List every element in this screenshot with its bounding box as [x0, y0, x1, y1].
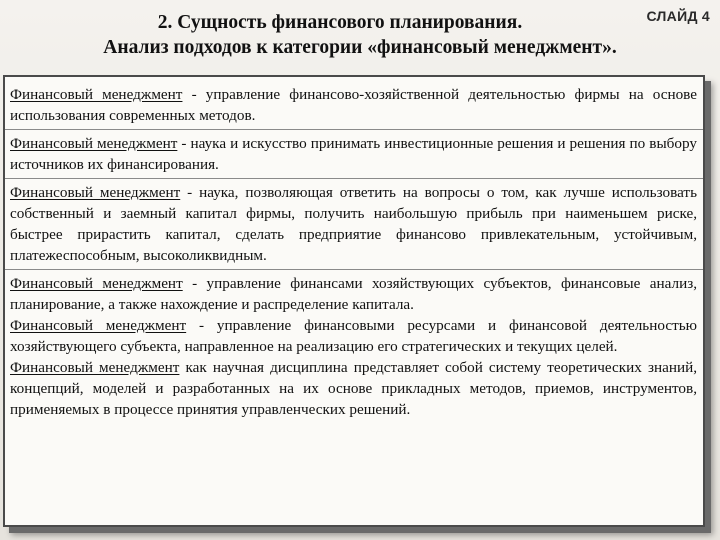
definition-item [5, 182, 703, 270]
definition-item [5, 84, 703, 130]
definition-term: Финансовый менеджмент [10, 317, 187, 334]
slide-number-label: СЛАЙД 4 [646, 8, 710, 24]
definition-text: - управление финансовыми ресурсами и финансовой деятельностью хозяйствующего субъекта, направленное на реализацию его стратегических и текущих целей. [10, 317, 697, 355]
definition-text: - наука, позволяющая ответить на вопросы о том, как лучше использовать собственный и заемный капитал фирмы, получить наибольшую прибыль при наименьшем риске, быстрее прирастить капитал, сделать предприятие финансово привлекательным, устойчивым, платежеспособным, высоколиквидным. [10, 184, 697, 264]
definition-term: Финансовый менеджмент [10, 135, 178, 152]
definition-item [5, 357, 703, 420]
definitions-panel [3, 75, 705, 527]
page-title [0, 10, 720, 60]
definition-term: Финансовый менеджмент [10, 275, 183, 292]
definition-text: - управление финансово-хозяйственной деятельностью фирмы на основе использования современных методов. [10, 86, 697, 124]
definition-text: как научная дисциплина представляет собой систему теоретических знаний, концепций, моделей и разработанных на их основе прикладных методов, приемов, инструментов, применяемых в процессе принятия управленческих решений. [10, 359, 697, 418]
title-line-1: 2. Сущность финансового планирования. [157, 12, 523, 33]
definition-item [5, 133, 703, 179]
definition-text: - управление финансами хозяйствующих субъектов, финансовые анализ, планирование, а также нахождение и распределение капитала. [10, 275, 697, 313]
title-line-2: Анализ подходов к категории «финансовый менеджмент». [103, 37, 617, 58]
definition-item [5, 315, 703, 357]
definition-term: Финансовый менеджмент [10, 359, 180, 376]
definition-term: Финансовый менеджмент [10, 86, 183, 103]
definition-text: - наука и искусство принимать инвестиционные решения и решения по выбору источников их финансирования. [10, 135, 697, 173]
definition-item [5, 273, 703, 315]
definition-term: Финансовый менеджмент [10, 184, 181, 201]
